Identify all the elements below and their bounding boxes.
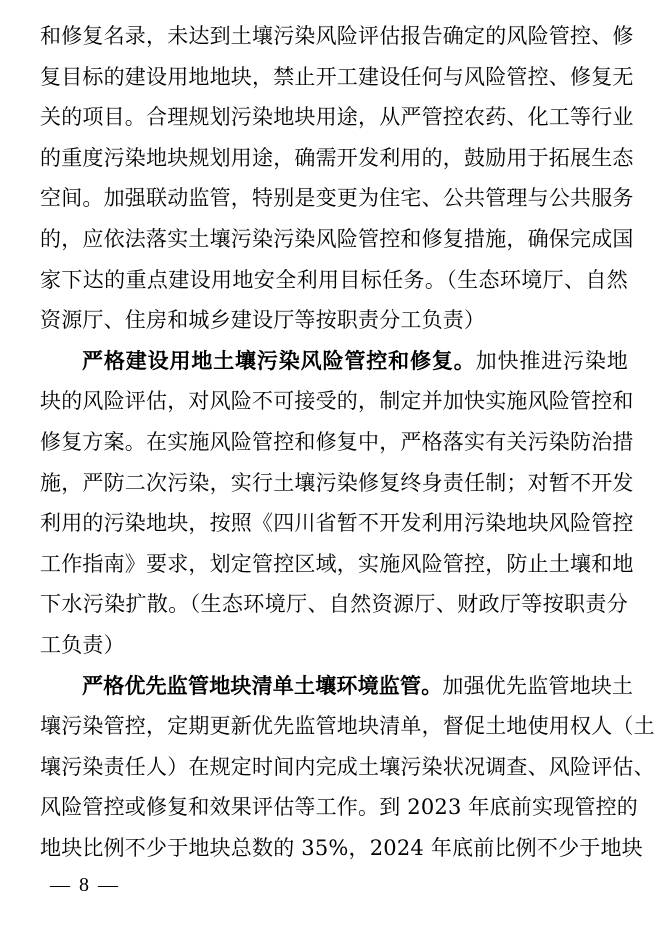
text-line: 地块比例不少于地块总数的 35%，2024 年底前比例不少于地块 [40,835,643,860]
paragraph-1 [40,16,634,341]
text-line: 修复方案。在实施风险管控和修复中，严格落实有关污染防治措 [40,429,634,454]
text-line: 利用的污染地块，按照《四川省暂不开发利用污染地块风险管控 [40,511,634,536]
text-line: 复目标的建设用地地块，禁止开工建设任何与风险管控、修复无 [40,64,634,89]
paragraph-heading: 严格建设用地土壤污染风险管控和修复。 [82,348,476,373]
text-line: 空间。加强联动监管，特别是变更为住宅、公共管理与公共服务 [40,186,634,211]
text-line: 工作指南》要求，划定管控区域，实施风险管控，防止土壤和地 [40,551,634,576]
paragraph-first-line [40,666,634,707]
text-line: 的，应依法落实土壤污染污染风险管控和修复措施，确保完成国 [40,226,634,251]
text-run: 加强优先监管地块土 [442,673,634,698]
text-line: 壤污染责任人）在规定时间内完成土壤污染状况调查、风险评估、 [40,754,655,779]
text-line: 风险管控或修复和效果评估等工作。到 2023 年底前实现管控的 [40,795,638,820]
text-line: 施，严防二次污染，实行土壤污染修复终身责任制；对暂不开发 [40,470,634,495]
text-line: 和修复名录，未达到土壤污染风险评估报告确定的风险管控、修 [40,24,634,48]
page-number: — 8 — [50,874,120,896]
text-line: 的重度污染地块规划用途，确需开发利用的，鼓励用于拓展生态 [40,145,634,170]
text-line: 家下达的重点建设用地安全利用目标任务。（生态环境厅、自然 [40,267,628,292]
text-line: 下水污染扩散。（生态环境厅、自然资源厅、财政厅等按职责分 [40,592,628,617]
text-line: 关的项目。合理规划污染地块用途，从严管控农药、化工等行业 [40,105,634,130]
document-page [40,16,655,868]
paragraph-3 [40,666,655,869]
text-line: 壤污染管控，定期更新优先监管地块清单，督促土地使用权人（土 [40,714,655,739]
paragraph-heading: 严格优先监管地块清单土壤环境监管。 [82,673,443,698]
text-line: 工负责） [40,632,125,657]
paragraph-first-line [40,341,628,382]
text-line: 资源厅、住房和城乡建设厅等按职责分工负责） [40,308,486,333]
text-run: 加快推进污染地 [475,348,628,373]
paragraph-2 [40,341,634,666]
text-line: 块的风险评估，对风险不可接受的，制定并加快实施风险管控和 [40,389,634,414]
